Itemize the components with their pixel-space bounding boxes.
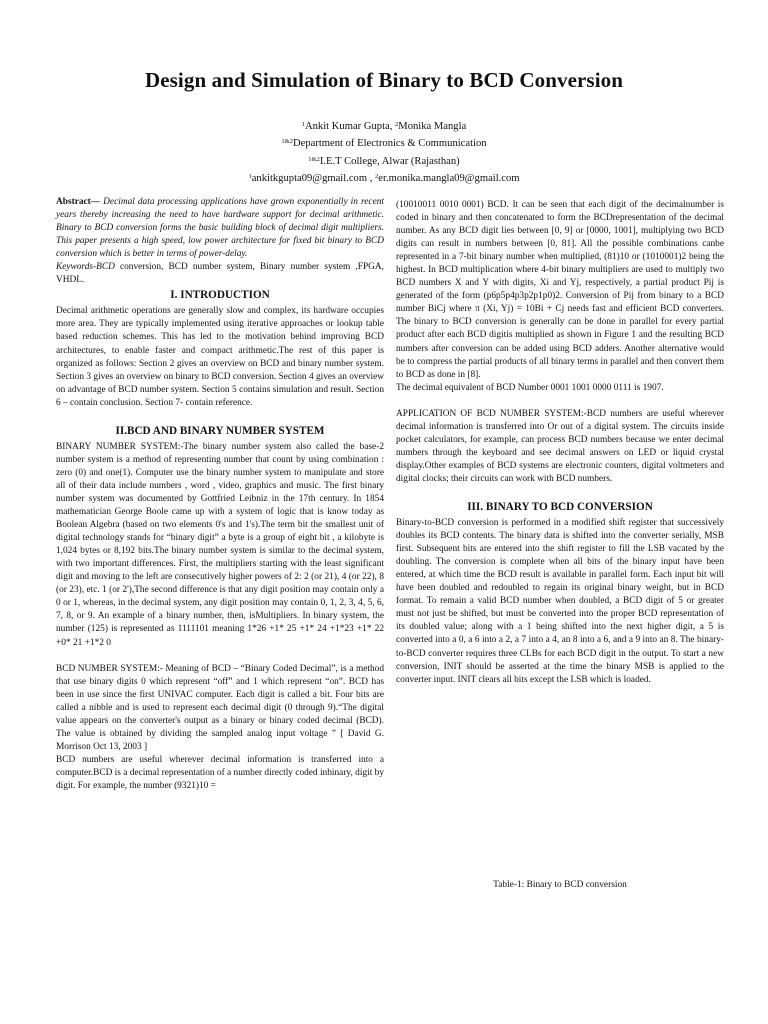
right-column <box>396 199 724 687</box>
author-block <box>0 117 768 187</box>
decimal-equivalent-paragraph: The decimal equivalent of BCD Number 0001 1001 0000 0111 is 1907. <box>396 382 664 393</box>
section-heading-bcd-binary: II.BCD AND BINARY NUMBER SYSTEM <box>115 424 325 437</box>
introduction-paragraph: Decimal arithmetic operations are generally slow and complex, its hardware occupies more area. They are typically implemented using iterative approaches or lookup table based reduction schemes. This has led to the motivation behind improving BCD architectures, to enable faster and compact arithmetic.The rest of this paper is organized as follows: Section 2 gives an overview on BCD and binary number system. Section 3 gives an overview on binary to BCD conversion. Section 4 gives an overview on advantage of BCD number system. Section 5 contains simulation and result. Section 6 – contain conclusion. Section 7- contain reference. <box>56 306 384 408</box>
application-paragraph: APPLICATION OF BCD NUMBER SYSTEM:-BCD numbers are useful wherever decimal information is transferred into Or out of a digital system. The circuits inside pocket calculators, for example, can process BCD numbers because we enter decimal numbers through the keyboard and see decimal answers on LED or liquid crystal display.Other examples of BCD systems are electronic counters, digital voltmeters and digital clocks; their circuits can work with BCD numbers. <box>396 408 724 484</box>
paper-title: Design and Simulation of Binary to BCD Conversion <box>144 68 624 92</box>
author-college: $^{1\&2}$I.E.T College, Alwar (Rajasthan) <box>308 155 460 167</box>
keywords-text: conversion, BCD number system, Binary number system ,FPGA, VHDL. <box>56 262 384 286</box>
keywords <box>56 261 384 287</box>
conversion-paragraph: Binary-to-BCD conversion is performed in a modified shift register that successively doubles its BCD contents. The binary data is shifted into the converter serially, MSB first. Subsequent bits are entered into the shift register to fill the LSB vacated by the doubling. The conversion is complete when all bits of the binary input have been entered, at which time the BCD result is available in parallel form. Each input bit will have been doubled and redoubled to regain its original binary weight, but in BCD format. To remain a valid BCD number when doubled, a BCD digit of 5 or greater must not just be shifted, but must be converted into the proper BCD representation of its doubled value; along with a 1 being shifted into the next higher digit, a 5 is converted into a 0, a 6 into a 2, a 7 into a 4, an 8 into a 6, and a 9 into an 8. The binary-to-BCD converter requires three CLBs for each BCD digit in the output. To start a new conversion, INIT should be asserted at the time the binary MSB is applied to the converter input. INIT clears all bits except the LSB which is loaded. <box>396 518 724 685</box>
author-names: $^1$Ankit Kumar Gupta, $^2$Monika Mangla <box>301 121 467 132</box>
abstract-text: Decimal data processing applications have grown exponentially in recent years thereby increasing the need to have hardware support for decimal arithmetic. Binary to BCD conversion forms the basic building block of decimal digit multipliers. This paper presents a high speed, low power architecture for fixed bit binary to BCD conversion which is better in terms of power-delay. <box>56 197 384 260</box>
bcd-continued-paragraph: (10010011 0010 0001) BCD. It can be seen that each digit of the decimalnumber is coded in binary and then concatenated to form the BCDrepresentation of the decimal number. As any BCD digit lies between [0, 9] or [0000, 1001], multiplying two BCD digits can result in numbers between [0, 81]. All the possible combinations canbe represented in a 7-bit binary number when multiplied, (81)10 or (1010001)2 being the highest. In BCD multiplication where 4-bit binary multipliers are used to multiply two BCD numbers X and Y with digits, Xi and Yj, respectively, a partial product Pij is generated of the form (p6p5p4p3p2p1p0)2. Conversion of Pij from binary to a BCD number BiCj where π (Xi, Yj) = 10Bi + Cj needs fast and efficient BCD converters. The binary to BCD conversion is generally can be done in parallel for every partial product after each BCD digitis multiplied as shown in Figure 1 and the resulting BCD numbers after conversion can be added using BCD adders. Another alternative would be to compress the partial products of all binary terms in parallel and then convert them to BCD as done in [8]. <box>396 200 724 380</box>
left-column <box>56 196 384 793</box>
section-heading-introduction: I. INTRODUCTION <box>170 289 270 302</box>
abstract <box>56 196 384 261</box>
abstract-label: Abstract— <box>56 197 101 207</box>
author-emails: $^1$ankitkgupta09@gmail.com , $^2$er.monika.mangla09@gmail.com <box>248 173 520 185</box>
bcd-usage-paragraph: BCD numbers are useful wherever decimal information is transferred into a computer.BCD is a decimal representation of a number directly coded inbinary, digit by digit. For example, the number (9321)10 = <box>56 754 384 791</box>
author-department: $^{1\&2}$Department of Electronics & Communication <box>281 138 487 150</box>
table-caption: Table-1: Binary to BCD conversion <box>493 880 627 890</box>
keywords-label: Keywords-BCD <box>56 262 115 273</box>
section-heading-conversion: III. BINARY TO BCD CONVERSION <box>467 500 653 513</box>
bcd-number-system-paragraph: BCD NUMBER SYSTEM:- Meaning of BCD – “Binary Coded Decimal”, is a method that use binary digits 0 which represent “off” and 1 which represent “on”. BCD has been in use since the first UNIVAC computer. Each digit is called a bit. Four bits are called a nibble and is used to represent each decimal digit (0 through 9).“The digital value appears on the converter's output as a binary or binary coded decimal (BCD). The value is obtained by dividing the sampled analog input voltage ” [ David G. Morrison Oct 13, 2003 ] <box>56 663 384 752</box>
binary-number-system-paragraph: BINARY NUMBER SYSTEM:-The binary number system also called the base-2 number system is a method of representing number that count by using combination : zero (0) and one(1). Computer use the binary number system to manipulate and store all of their data include numbers , word , video, graphics and music. The first binary number system was documented by Gottfried Leibniz in the 17th century. In 1854 mathematician George Boole came up with a system of logic that is know today as Boolean Algebra (based on two elements 0's and 1's).The term bit the smallest unit of digital technology stands for “binary digit” a byte is a group of eight bit , a kilobyte is 1,024 bytes or 8,192 bits.The binary number system is similar to the decimal system, with two important differences. First, the multipliers starting with the least significant digit and moving to the left are consecutively higher powers of 2: 2 (or 21), 4 (or 22), 8 (or 23), etc. 1 (or 2'),The second difference is that any digit position may contain only a 0 or 1, whereas, in the decimal system, any digit position may contain 0, 1, 2, 3, 4, 5, 6, 7, 8, or 9. An example of a binary number, then, isMultipliers. In binary system, the number (125) is represented as 1111101 meaning 1*26 +1* 25 +1* 24 +1*23 +1* 22 +0* 21 +1*2 0 <box>56 441 384 648</box>
